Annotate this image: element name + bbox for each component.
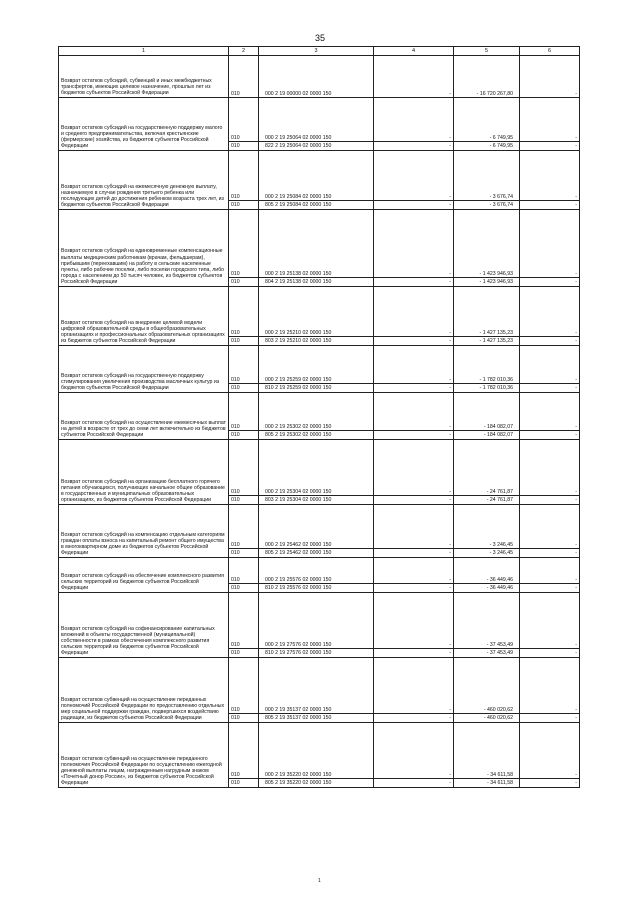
row-amount: - 37 453,49 <box>454 593 520 649</box>
row-col4: - <box>374 593 454 649</box>
subrow-budget-code: 804 2 19 25138 02 0000 150 <box>259 278 374 287</box>
row-col6: - <box>520 593 580 649</box>
table-row <box>59 593 580 649</box>
row-line-code: 010 <box>229 440 259 496</box>
subrow-amount: - 3 246,45 <box>454 549 520 558</box>
subrow-line-code: 010 <box>229 278 259 287</box>
row-budget-code: 000 2 19 25210 02 0000 150 <box>259 287 374 337</box>
row-col4: - <box>374 723 454 779</box>
row-line-code: 010 <box>229 593 259 649</box>
subrow-line-code: 010 <box>229 431 259 440</box>
row-budget-code: 000 2 19 25302 02 0000 150 <box>259 393 374 431</box>
row-col4: - <box>374 287 454 337</box>
row-col6: - <box>520 723 580 779</box>
subrow-col6: - <box>520 337 580 346</box>
row-name: Возврат остатков субсидий, субвенций и иных межбюджетных трансфертов, имеющих целевое назначение, прошлых лет из бюджетов субъектов Российской Федерации <box>59 56 229 98</box>
subrow-col4: - <box>374 201 454 210</box>
row-line-code: 010 <box>229 723 259 779</box>
table-row <box>59 723 580 779</box>
row-name: Возврат остатков субсидий на компенсацию отдельным категориям граждан оплаты взноса на капитальный ремонт общего имущества в многоквартирном доме из бюджетов субъектов Российской Федерации <box>59 505 229 558</box>
row-line-code: 010 <box>229 393 259 431</box>
row-name: Возврат остатков субвенций на осуществление переданных полномочий Российской Федерации по предоставлению отдельных мер социальной поддержки граждан, подвергшихся воздействию радиации, из бюджетов субъектов Российской Федерации <box>59 658 229 723</box>
row-line-code: 010 <box>229 346 259 384</box>
row-budget-code: 000 2 19 27576 02 0000 150 <box>259 593 374 649</box>
row-budget-code: 000 2 19 25064 02 0000 150 <box>259 98 374 142</box>
row-col6: - <box>520 658 580 714</box>
row-amount: - 460 020,62 <box>454 658 520 714</box>
subrow-line-code: 010 <box>229 142 259 151</box>
row-amount: - 36 449,46 <box>454 558 520 584</box>
subrow-col6: - <box>520 714 580 723</box>
subrow-amount: - 36 449,46 <box>454 584 520 593</box>
subrow-col4: - <box>374 549 454 558</box>
row-name: Возврат остатков субсидий на ежемесячную денежную выплату, назначаемую в случае рождения третьего ребенка или последующих детей до достижения ребенком возраста трех лет, из бюджетов субъектов Российской Федерации <box>59 151 229 210</box>
row-col6: - <box>520 440 580 496</box>
row-name: Возврат остатков субсидий на софинансирование капитальных вложений в объекты государственной (муниципальной) собственности в рамках обеспечения комплексного развития сельских территорий из бюджетов субъектов Российской Федерации <box>59 593 229 658</box>
row-amount: - 3 246,45 <box>454 505 520 549</box>
row-name: Возврат остатков субсидий на государственную поддержку стимулирования увеличения производства масличных культур из бюджетов субъектов Российской Федерации <box>59 346 229 393</box>
row-line-code: 010 <box>229 56 259 98</box>
subrow-col4: - <box>374 496 454 505</box>
row-col6: - <box>520 346 580 384</box>
row-col4: - <box>374 505 454 549</box>
row-col6: - <box>520 287 580 337</box>
row-line-code: 010 <box>229 98 259 142</box>
row-budget-code: 000 2 19 25462 02 0000 150 <box>259 505 374 549</box>
row-line-code: 010 <box>229 287 259 337</box>
column-header: 5 <box>454 47 520 56</box>
subrow-budget-code: 805 2 19 25462 02 0000 150 <box>259 549 374 558</box>
subrow-col6: - <box>520 431 580 440</box>
subrow-line-code: 010 <box>229 201 259 210</box>
row-name: Возврат остатков субсидий на обеспечение комплексного развития сельских территорий из бюджетов субъектов Российской Федерации <box>59 558 229 593</box>
subrow-budget-code: 805 2 19 35137 02 0000 150 <box>259 714 374 723</box>
subrow-line-code: 010 <box>229 584 259 593</box>
column-header: 2 <box>229 47 259 56</box>
subrow-amount: - 24 761,87 <box>454 496 520 505</box>
subrow-col6: - <box>520 496 580 505</box>
row-name: Возврат остатков субсидий на организацию бесплатного горячего питания обучающихся, получающих начальное общее образование в государственных и муниципальных образовательных организациях, из бюджетов субъектов Российской Федерации <box>59 440 229 505</box>
row-col4: - <box>374 393 454 431</box>
row-col4: - <box>374 440 454 496</box>
subrow-amount: - 460 020,62 <box>454 714 520 723</box>
subrow-budget-code: 822 2 19 25064 02 0000 150 <box>259 142 374 151</box>
column-header: 3 <box>259 47 374 56</box>
budget-returns-table <box>58 46 580 788</box>
column-header: 1 <box>59 47 229 56</box>
row-budget-code: 000 2 19 25304 02 0000 150 <box>259 440 374 496</box>
row-col6: - <box>520 393 580 431</box>
row-line-code: 010 <box>229 658 259 714</box>
subrow-col6: - <box>520 201 580 210</box>
row-name: Возврат остатков субсидий на осуществление ежемесячных выплат на детей в возрасте от трех до семи лет включительно из бюджетов субъектов Российской Федерации <box>59 393 229 440</box>
subrow-col6: - <box>520 549 580 558</box>
row-name: Возврат остатков субсидий на единовременные компенсационные выплаты медицинским работникам (врачам, фельдшерам), прибывшим (переехавшим) на работу в сельские населенные пункты, либо рабочие поселки, либо поселки городского типа, либо города с населением до 50 тысяч человек, из бюджетов субъектов Российской Федерации <box>59 210 229 287</box>
subrow-amount: - 1 427 135,23 <box>454 337 520 346</box>
subrow-col6: - <box>520 779 580 788</box>
subrow-line-code: 010 <box>229 779 259 788</box>
table-row <box>59 346 580 384</box>
subrow-line-code: 010 <box>229 649 259 658</box>
row-name: Возврат остатков субсидий на внедрение целевой модели цифровой образовательной среды в общеобразовательных организациях и профессиональных образовательных организациях из бюджетов субъектов Российской Федерации <box>59 287 229 346</box>
row-col6: - <box>520 98 580 142</box>
row-amount: - 1 427 135,23 <box>454 287 520 337</box>
subrow-col6: - <box>520 584 580 593</box>
footer-mark: 1 <box>318 878 321 884</box>
row-budget-code: 000 2 19 00000 02 0000 150 <box>259 56 374 98</box>
subrow-amount: - 1 782 010,36 <box>454 384 520 393</box>
subrow-col6: - <box>520 384 580 393</box>
table-row <box>59 440 580 496</box>
table-row <box>59 393 580 431</box>
row-amount: - 34 611,58 <box>454 723 520 779</box>
table-row <box>59 287 580 337</box>
table-row <box>59 558 580 584</box>
row-amount: - 3 676,74 <box>454 151 520 201</box>
subrow-col4: - <box>374 714 454 723</box>
subrow-budget-code: 810 2 19 27576 02 0000 150 <box>259 649 374 658</box>
subrow-amount: - 1 423 946,93 <box>454 278 520 287</box>
table-header-row <box>59 47 580 56</box>
row-col4: - <box>374 558 454 584</box>
subrow-amount: - 37 453,49 <box>454 649 520 658</box>
table-row <box>59 210 580 278</box>
subrow-amount: - 184 082,07 <box>454 431 520 440</box>
row-name: Возврат остатков субвенций на осуществление переданного полномочия Российской Федерации по осуществлению ежегодной денежной выплаты лицам, награжденным нагрудным знаком «Почетный донор России», из бюджетов субъектов Российской Федерации <box>59 723 229 788</box>
table-row <box>59 151 580 201</box>
table-row <box>59 98 580 142</box>
row-budget-code: 000 2 19 25084 02 0000 150 <box>259 151 374 201</box>
row-name: Возврат остатков субсидий на государственную поддержку малого и среднего предпринимательства, включая крестьянские (фермерские) хозяйства, из бюджетов субъектов Российской Федерации <box>59 98 229 151</box>
subrow-line-code: 010 <box>229 384 259 393</box>
subrow-line-code: 010 <box>229 337 259 346</box>
subrow-col6: - <box>520 649 580 658</box>
row-budget-code: 000 2 19 25138 02 0000 150 <box>259 210 374 278</box>
row-budget-code: 000 2 19 25259 02 0000 150 <box>259 346 374 384</box>
subrow-budget-code: 810 2 19 25259 02 0000 150 <box>259 384 374 393</box>
row-col4: - <box>374 210 454 278</box>
column-header: 6 <box>520 47 580 56</box>
subrow-amount: - 6 749,95 <box>454 142 520 151</box>
subrow-budget-code: 803 2 19 25304 02 0000 150 <box>259 496 374 505</box>
column-header: 4 <box>374 47 454 56</box>
subrow-line-code: 010 <box>229 714 259 723</box>
subrow-amount: - 34 611,58 <box>454 779 520 788</box>
subrow-line-code: 010 <box>229 549 259 558</box>
page-number: 35 <box>314 33 325 43</box>
subrow-budget-code: 805 2 19 35220 02 0000 150 <box>259 779 374 788</box>
row-amount: - 16 720 267,80 <box>454 56 520 98</box>
row-col6: - <box>520 56 580 98</box>
row-amount: - 1 782 010,36 <box>454 346 520 384</box>
row-budget-code: 000 2 19 35137 02 0000 150 <box>259 658 374 714</box>
subrow-col4: - <box>374 384 454 393</box>
row-amount: - 6 749,95 <box>454 98 520 142</box>
row-col6: - <box>520 210 580 278</box>
row-line-code: 010 <box>229 558 259 584</box>
row-col4: - <box>374 56 454 98</box>
subrow-col4: - <box>374 431 454 440</box>
row-amount: - 24 761,87 <box>454 440 520 496</box>
row-col4: - <box>374 151 454 201</box>
subrow-col6: - <box>520 142 580 151</box>
row-line-code: 010 <box>229 210 259 278</box>
subrow-line-code: 010 <box>229 496 259 505</box>
subrow-col4: - <box>374 584 454 593</box>
row-col6: - <box>520 505 580 549</box>
row-budget-code: 000 2 19 25576 02 0000 150 <box>259 558 374 584</box>
subrow-amount: - 3 676,74 <box>454 201 520 210</box>
subrow-budget-code: 803 2 19 25210 02 0000 150 <box>259 337 374 346</box>
row-col4: - <box>374 98 454 142</box>
row-col6: - <box>520 151 580 201</box>
row-col4: - <box>374 658 454 714</box>
table-row <box>59 505 580 549</box>
table-row <box>59 658 580 714</box>
row-amount: - 184 082,07 <box>454 393 520 431</box>
row-line-code: 010 <box>229 505 259 549</box>
table-row <box>59 56 580 98</box>
subrow-col4: - <box>374 337 454 346</box>
subrow-budget-code: 805 2 19 25084 02 0000 150 <box>259 201 374 210</box>
subrow-budget-code: 810 2 19 25576 02 0000 150 <box>259 584 374 593</box>
row-col4: - <box>374 346 454 384</box>
subrow-col4: - <box>374 649 454 658</box>
subrow-col4: - <box>374 779 454 788</box>
row-line-code: 010 <box>229 151 259 201</box>
row-amount: - 1 423 946,93 <box>454 210 520 278</box>
subrow-budget-code: 805 2 19 25302 02 0000 150 <box>259 431 374 440</box>
subrow-col4: - <box>374 278 454 287</box>
subrow-col4: - <box>374 142 454 151</box>
subrow-col6: - <box>520 278 580 287</box>
row-col6: - <box>520 558 580 584</box>
row-budget-code: 000 2 19 35220 02 0000 150 <box>259 723 374 779</box>
